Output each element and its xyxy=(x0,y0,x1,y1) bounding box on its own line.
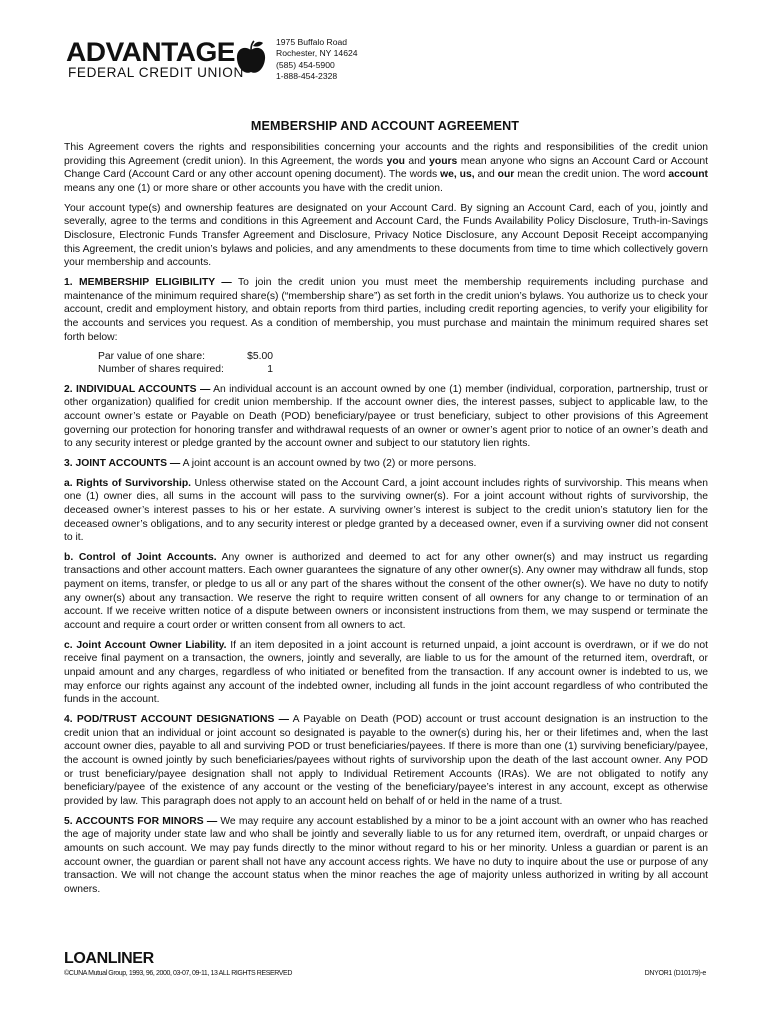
logo-subtitle: FEDERAL CREDIT UNION xyxy=(68,65,244,80)
section-membership-eligibility: 1. MEMBERSHIP ELIGIBILITY — To join the credit union you must meet the membership requirements including purchase and maintenance of the minimum required share(s) (“membership share”) as set forth in the credit union’s bylaws. You authorize us to check your account, credit and employment history, and obtain reports from third parties, including credit reporting agencies, to verify your eligibility for the accounts and services you request. As a condition of membership, you must purchase and maintain the minimum required shares set forth below: xyxy=(64,276,708,343)
loanliner-logo: LOANLINER xyxy=(64,950,154,967)
intro-paragraph: Your account type(s) and ownership features are designated on your Account Card. By signing an Account Card, each of you, jointly and severally, agree to the terms and conditions in this Agreement and Account Card, the Funds Availability Policy Disclosure, Truth-in-Savings Disclosure, Electronic Funds Transfer Agreement and Disclosure, Privacy Notice Disclosure, any Account Deposit Receipt accompanying this Agreement, the credit union’s bylaws and policies, and any amendments to these documents from time to time which collectively govern your membership and accounts. xyxy=(64,202,708,269)
share-requirements-table xyxy=(98,350,273,376)
subsection-joint-owner-liability: c. Joint Account Owner Liability. If an item deposited in a joint account is returned unpaid, a joint account is overdrawn, or if we do not receive final payment on a transaction, the owners, jointly and severally, are liable to us for the amount of the returned item, overdraft, or unpaid amount and any charges, regardless of who initiated or benefited from the transaction. If any account owner is indebted to us, we may enforce our rights against any account of the indebted owner, including all funds in the joint account regardless of who contributed the funds in the account. xyxy=(64,639,709,706)
address-block xyxy=(276,37,358,83)
table-row: Number of shares required: 1 xyxy=(98,364,273,376)
subsection-heading: c. Joint Account Owner Liability. xyxy=(64,639,227,651)
table-row: Par value of one share: $5.00 xyxy=(98,351,273,363)
section-accounts-for-minors: 5. ACCOUNTS FOR MINORS — We may require any account established by a minor to be a joint account with an owner who has reached the age of majority under state law and who shall be jointly and severally liable to us for any returned item, overdraft, or unpaid charges or amounts on such account. We may pay funds directly to the minor without regard to his or her minority. Unless a guardian or parent is an account owner, the guardian or parent shall not have any account access rights. We have no duty to inquire about the use or purpose of any transaction. We will not change the account status when the minor reaches the age of majority unless authorized in writing by all account owners. xyxy=(64,815,709,895)
section-heading: 2. INDIVIDUAL ACCOUNTS — xyxy=(64,383,211,395)
section-heading: 5. ACCOUNTS FOR MINORS — xyxy=(64,815,218,827)
form-code: DNYOR1 (D10179)-e xyxy=(644,970,706,977)
address-line: Rochester, NY 14624 xyxy=(276,48,358,59)
intro-paragraph: This Agreement covers the rights and responsibilities concerning your accounts and the rights and responsibilities of the credit union providing this Agreement (credit union). In this Agreement, the words you and yours mean anyone who signs an Account Card or Account Change Card (Account Card or any other account opening document). The words we, us, and our mean the credit union. The word account means any one (1) or more share or other accounts you have with the credit union. xyxy=(64,142,709,194)
subsection-control-of-joint-accounts: b. Control of Joint Accounts. Any owner is authorized and deemed to act for any other owner(s) and may instruct us regarding transactions and other account matters. Each owner guarantees the signature of any other owner(s). Any owner may withdraw all funds, stop payment on items, transfer, or pledge to us all or any part of the shares without the consent of the other owner(s). We have no duty to notify any owner(s) about any transaction. We reserve the right to require written consent of all owners for any change to or termination of an account. If we receive written notice of a dispute between owners or inconsistent instructions from them, we may suspend or terminate the account and require a court order or written consent from all owners to act. xyxy=(64,551,708,632)
address-line: 1975 Buffalo Road xyxy=(276,37,348,47)
agreement-body xyxy=(64,141,708,903)
section-joint-accounts: 3. JOINT ACCOUNTS — A joint account is an account owned by two (2) or more persons. xyxy=(64,457,477,469)
subsection-heading: b. Control of Joint Accounts. xyxy=(64,551,217,563)
section-pod-trust-designations: 4. POD/TRUST ACCOUNT DESIGNATIONS — A Payable on Death (POD) account or trust account designation is an instruction to the credit union that an individual or joint account so designated is payable to the owner(s) during his, her or their lifetimes and, when the last account owner dies, payable to all and surviving POD or trust beneficiaries/payees. If there is more than one (1) surviving beneficiary/payee, the account is owned jointly by such beneficiaries/payees without rights of survivorship upon the death of the last account owner. Any POD or trust beneficiary/payee designation shall not apply to Individual Retirement Accounts (IRAs). We are not obligated to notify any beneficiary/payee of the existence of any account or the vesting of the beneficiary/payee’s interest in any account, except as otherwise provided by law. This paragraph does not apply to an account held on behalf of or held in the name of a trust. xyxy=(64,714,708,807)
section-heading: 4. POD/TRUST ACCOUNT DESIGNATIONS — xyxy=(64,714,289,726)
section-individual-accounts: 2. INDIVIDUAL ACCOUNTS — An individual account is an account owned by one (1) member (individual, corporation, partnership, trust or other organization) qualified for credit union membership. If the account owner dies, the interest passes, subject to applicable law, to the account owner’s estate or Payable on Death (POD) beneficiary/payee or trust beneficiary, subject to other provisions of this Agreement governing our protection for honoring transfer and withdrawal requests of an owner or owner’s agent prior to notice of an owner’s death and to any security interest or pledge granted by the account owner and subject to our statutory lien rights. xyxy=(64,383,708,450)
subsection-rights-of-survivorship: a. Rights of Survivorship. Unless otherwise stated on the Account Card, a joint account includes rights of survivorship. This means when one (1) owner dies, all sums in the account will pass to the surviving owner(s). For a joint account without rights of survivorship, the deceased owner’s interest passes to his or her estate. A surviving owner’s interest is subject to the credit union’s statutory lien for the deceased owner’s obligations, and to any security interest or pledge granted by a deceased owner, even if a surviving owner did not consent to it. xyxy=(64,477,708,544)
section-heading: 3. JOINT ACCOUNTS — xyxy=(64,457,181,469)
phone-line: (585) 454-5900 xyxy=(276,59,335,70)
document-title: MEMBERSHIP AND ACCOUNT AGREEMENT xyxy=(250,119,520,133)
section-heading: 1. MEMBERSHIP ELIGIBILITY — xyxy=(64,276,232,288)
copyright-notice: ©CUNA Mutual Group, 1993, 96, 2000, 03-07, 09-11, 13 ALL RIGHTS RESERVED xyxy=(64,970,292,977)
logo-wordmark: ADVANTAGE xyxy=(66,37,235,67)
subsection-heading: a. Rights of Survivorship. xyxy=(64,477,192,489)
phone-line: 1-888-454-2328 xyxy=(276,71,338,82)
